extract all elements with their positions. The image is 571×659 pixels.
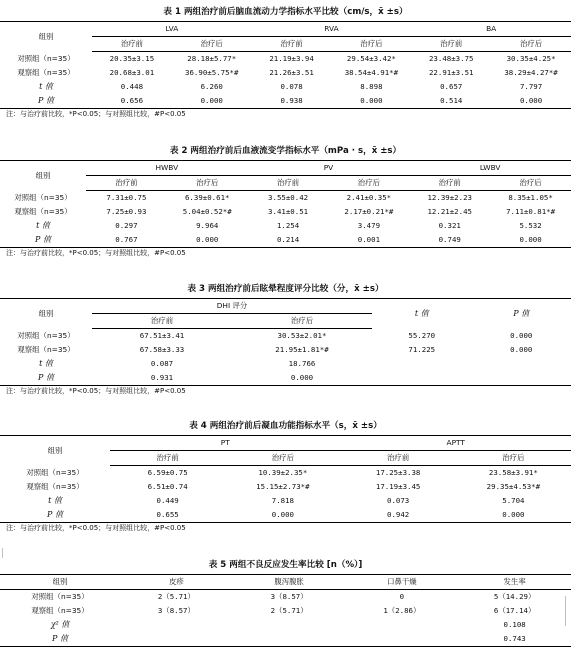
- p-value-header: P 值: [472, 299, 571, 329]
- cell: 3（8.57）: [157, 606, 195, 615]
- cell: 67.51±3.41: [139, 331, 185, 340]
- metric-header: LWBV: [409, 161, 571, 176]
- row-label: 观察组（n=35）: [31, 606, 89, 615]
- column-header: 皮疹: [120, 575, 233, 590]
- sub-header: 治疗后: [232, 314, 372, 329]
- cell: 3.55±0.42: [268, 193, 309, 202]
- cell: 6.51±0.74: [147, 482, 188, 491]
- cell: 21.95±1.81*#: [275, 345, 329, 354]
- column-header: 口鼻干燥: [346, 575, 459, 590]
- cell: 7.25±0.93: [106, 207, 147, 216]
- cell: 1（2.86）: [383, 606, 421, 615]
- cell: 6（17.14）: [493, 606, 536, 615]
- table-row: [0, 191, 571, 206]
- table-row: [0, 590, 571, 605]
- cell: 0.214: [248, 233, 329, 248]
- metric-header: RVA: [252, 22, 412, 37]
- table-row: [0, 205, 571, 219]
- metric-header: BA: [411, 22, 571, 37]
- table-note: 注：与治疗前比较，*P<0.05；与对照组比较，#P<0.05: [6, 249, 186, 257]
- cell: 15.15±2.73*#: [256, 482, 310, 491]
- row-label: 对照组（n=35）: [17, 53, 75, 63]
- row-label: P 值: [0, 371, 92, 386]
- sub-header: 治疗后: [331, 37, 411, 52]
- cell: 1.254: [276, 221, 300, 230]
- cell: 0.000: [331, 94, 411, 109]
- sub-header: 治疗前: [86, 176, 167, 191]
- table-row: [0, 632, 571, 647]
- metric-header: APTT: [341, 436, 571, 451]
- cell: 28.18±5.77*: [187, 54, 237, 63]
- cell: 3.41±0.51: [268, 207, 309, 216]
- cell: [346, 632, 459, 647]
- table-4: [0, 420, 571, 534]
- cell: 38.54±4.91*#: [344, 68, 399, 77]
- cell: 8.898: [360, 82, 383, 91]
- table-note: 注：与治疗前比较，*P<0.05；与对照组比较，#P<0.05: [6, 110, 186, 118]
- cell: 17.25±3.38: [375, 468, 421, 477]
- cell: 0.000: [225, 508, 340, 523]
- cell: 55.270: [408, 330, 436, 340]
- table-row: [0, 357, 571, 371]
- cell: 17.19±3.45: [375, 482, 421, 491]
- cell: 12.39±2.23: [427, 193, 472, 202]
- cell: 22.91±3.51: [428, 68, 474, 77]
- sub-header: 治疗前: [252, 37, 332, 52]
- cell: 7.797: [519, 82, 543, 91]
- cell: 23.58±3.91*: [488, 468, 538, 477]
- group-header: 组别: [0, 22, 92, 52]
- sub-header: 治疗后: [491, 37, 571, 52]
- table-2-grid: [0, 160, 571, 248]
- row-label: 观察组（n=35）: [14, 207, 72, 216]
- cell: 0.078: [280, 82, 303, 91]
- row-label: P 值: [0, 94, 92, 109]
- table-row: [0, 618, 571, 632]
- table-row: [0, 66, 571, 80]
- cell: 0.321: [438, 221, 461, 230]
- sub-header: 治疗后: [490, 176, 571, 191]
- group-header: 组别: [0, 299, 92, 329]
- sub-header: 治疗前: [92, 314, 232, 329]
- cell: 0: [399, 592, 405, 601]
- table-4-title: 表 4 两组治疗前后凝血功能指标水平（s，x̄ ±s）: [189, 421, 382, 431]
- cell: 7.818: [271, 496, 294, 505]
- cell: 8.35±1.05*: [508, 193, 553, 202]
- cell: 0.655: [110, 508, 225, 523]
- cell: 2.41±0.35*: [346, 193, 392, 202]
- cell: 71.225: [408, 345, 436, 354]
- sub-header: 治疗前: [110, 451, 225, 466]
- cell: 0.000: [172, 94, 252, 109]
- row-label: t 值: [39, 359, 53, 368]
- cell: 0.000: [510, 345, 533, 354]
- cell: 0.000: [510, 330, 533, 340]
- cell: 5（14.29）: [493, 592, 536, 601]
- sub-header: 治疗后: [225, 451, 340, 466]
- group-header: 组别: [0, 436, 110, 466]
- table-1-grid: [0, 21, 571, 109]
- cell: 3.479: [357, 221, 381, 230]
- cell: 36.90±5.75*#: [185, 68, 239, 77]
- cell: [120, 632, 233, 647]
- cell: 30.35±4.25*: [506, 54, 556, 63]
- sub-header: 治疗前: [248, 176, 329, 191]
- row-label: 对照组（n=35）: [14, 192, 72, 202]
- table-row: [0, 233, 571, 248]
- sub-header: 治疗前: [341, 451, 456, 466]
- cell: 0.297: [115, 221, 138, 230]
- group-header: 组别: [0, 161, 86, 191]
- table-row: [0, 329, 571, 344]
- cell: 29.54±3.42*: [346, 54, 396, 63]
- cell: 21.26±3.51: [269, 68, 314, 77]
- cell: 3（8.57）: [270, 592, 308, 601]
- cell: 6.59±0.75: [147, 468, 188, 477]
- sub-header: 治疗前: [409, 176, 490, 191]
- cell: [472, 371, 571, 386]
- table-3-title: 表 3 两组治疗前后眩晕程度评分比较（分，x̄ ±s）: [187, 284, 384, 294]
- cell: [233, 618, 346, 632]
- cell: 0.000: [167, 233, 248, 248]
- table-2: [0, 145, 571, 259]
- cell: 5.532: [519, 221, 542, 230]
- cell: 18.766: [288, 359, 316, 368]
- table-row: [0, 604, 571, 618]
- cell: 21.19±3.94: [269, 54, 314, 63]
- column-header: 发生率: [458, 575, 571, 590]
- row-label: P 值: [0, 508, 110, 523]
- cell: 0.938: [252, 94, 332, 109]
- cell: [233, 632, 346, 647]
- table-note: 注：与治疗前比较，*P<0.05；与对照组比较，#P<0.05: [6, 387, 186, 395]
- cell: [372, 357, 472, 371]
- row-label: t 值: [36, 221, 50, 230]
- table-3-grid: [0, 298, 571, 386]
- cell: 10.39±2.35*: [258, 468, 308, 477]
- table-row: [0, 494, 571, 508]
- cell: [472, 357, 571, 371]
- t-value-header: t 值: [372, 299, 472, 329]
- cell: 12.21±2.45: [427, 207, 472, 216]
- cell: 23.48±3.75: [428, 54, 474, 63]
- sub-header: 治疗前: [411, 37, 491, 52]
- column-header: 腹泻腹胀: [233, 575, 346, 590]
- table-3: [0, 283, 571, 397]
- cell: 30.53±2.01*: [277, 331, 327, 340]
- cell: 2（5.71）: [270, 606, 308, 615]
- group-header: 组别: [0, 575, 120, 590]
- cell: 0.931: [92, 371, 232, 386]
- metric-header: PT: [110, 436, 341, 451]
- cell: 9.964: [196, 221, 219, 230]
- table-row: [0, 219, 571, 233]
- table-row: [0, 52, 571, 67]
- table-row: [0, 80, 571, 94]
- cell: 0.657: [440, 82, 463, 91]
- row-label: t 值: [48, 496, 62, 505]
- row-label: t 值: [39, 82, 53, 91]
- cell: 0.449: [156, 496, 179, 505]
- metric-header: LVA: [92, 22, 252, 37]
- row-label: 观察组（n=35）: [26, 482, 84, 491]
- cell: 0.000: [456, 508, 571, 523]
- table-5: [0, 559, 571, 647]
- cell: 5.704: [502, 496, 525, 505]
- cell: [346, 618, 459, 632]
- page-edge-mark: [565, 596, 566, 626]
- row-label: P 值: [0, 233, 86, 248]
- cell: 0.000: [490, 233, 571, 248]
- cell: 7.31±0.75: [106, 193, 147, 202]
- cell: 0.743: [458, 632, 571, 647]
- cell: 2（5.71）: [157, 592, 195, 601]
- cell: 20.68±3.01: [109, 68, 155, 77]
- cell: 29.35±4.53*#: [486, 482, 541, 491]
- cell: 0.767: [86, 233, 167, 248]
- cell: 6.39±0.61*: [184, 193, 230, 202]
- metric-header: DHI 评分: [92, 299, 372, 314]
- cell: 0.000: [491, 94, 571, 109]
- metric-header: PV: [248, 161, 410, 176]
- table-row: [0, 94, 571, 109]
- cell: 0.514: [411, 94, 491, 109]
- row-label: χ² 值: [50, 620, 70, 629]
- table-row: [0, 480, 571, 494]
- table-row: [0, 508, 571, 523]
- cell: 5.04±0.52*#: [182, 207, 232, 216]
- sub-header: 治疗前: [92, 37, 172, 52]
- table-row: [0, 371, 571, 386]
- cell: 0.942: [341, 508, 456, 523]
- cell: [120, 618, 233, 632]
- sub-header: 治疗后: [172, 37, 252, 52]
- table-row: [0, 466, 571, 481]
- table-5-grid: [0, 574, 571, 647]
- page-edge-mark: [2, 548, 3, 558]
- row-label: 对照组（n=35）: [26, 467, 84, 477]
- table-2-title: 表 2 两组治疗前后血液流变学指标水平（mPa · s，x̄ ±s）: [169, 146, 402, 156]
- cell: [372, 371, 472, 386]
- row-label: 对照组（n=35）: [31, 592, 89, 601]
- cell: 0.087: [150, 359, 174, 368]
- sub-header: 治疗后: [456, 451, 571, 466]
- sub-header: 治疗后: [328, 176, 409, 191]
- cell: 0.000: [232, 371, 372, 386]
- cell: 0.749: [409, 233, 490, 248]
- cell: 6.260: [200, 82, 223, 91]
- cell: 20.35±3.15: [109, 54, 155, 63]
- cell: 7.11±0.81*#: [506, 207, 556, 216]
- metric-header: HWBV: [86, 161, 248, 176]
- table-note: 注：与治疗前比较，*P<0.05；与对照组比较，#P<0.05: [6, 524, 186, 532]
- table-4-grid: [0, 435, 571, 523]
- cell: 67.58±3.33: [139, 345, 185, 354]
- cell: 0.448: [120, 82, 144, 91]
- sub-header: 治疗后: [167, 176, 248, 191]
- cell: 0.108: [503, 620, 526, 629]
- row-label: 观察组（n=35）: [17, 345, 75, 354]
- row-label: 观察组（n=35）: [17, 68, 75, 77]
- cell: 0.656: [92, 94, 172, 109]
- row-label: P 值: [0, 632, 120, 647]
- cell: 0.001: [328, 233, 409, 248]
- table-5-title: 表 5 两组不良反应发生率比较 [n（%）]: [208, 560, 363, 570]
- table-1-title: 表 1 两组治疗前后脑血流动力学指标水平比较（cm/s，x̄ ±s）: [163, 7, 408, 17]
- cell: 0.073: [387, 496, 410, 505]
- cell: 38.29±4.27*#: [504, 68, 558, 77]
- row-label: 对照组（n=35）: [17, 330, 75, 340]
- table-row: [0, 343, 571, 357]
- cell: 2.17±0.21*#: [344, 207, 394, 216]
- table-1: [0, 6, 571, 120]
